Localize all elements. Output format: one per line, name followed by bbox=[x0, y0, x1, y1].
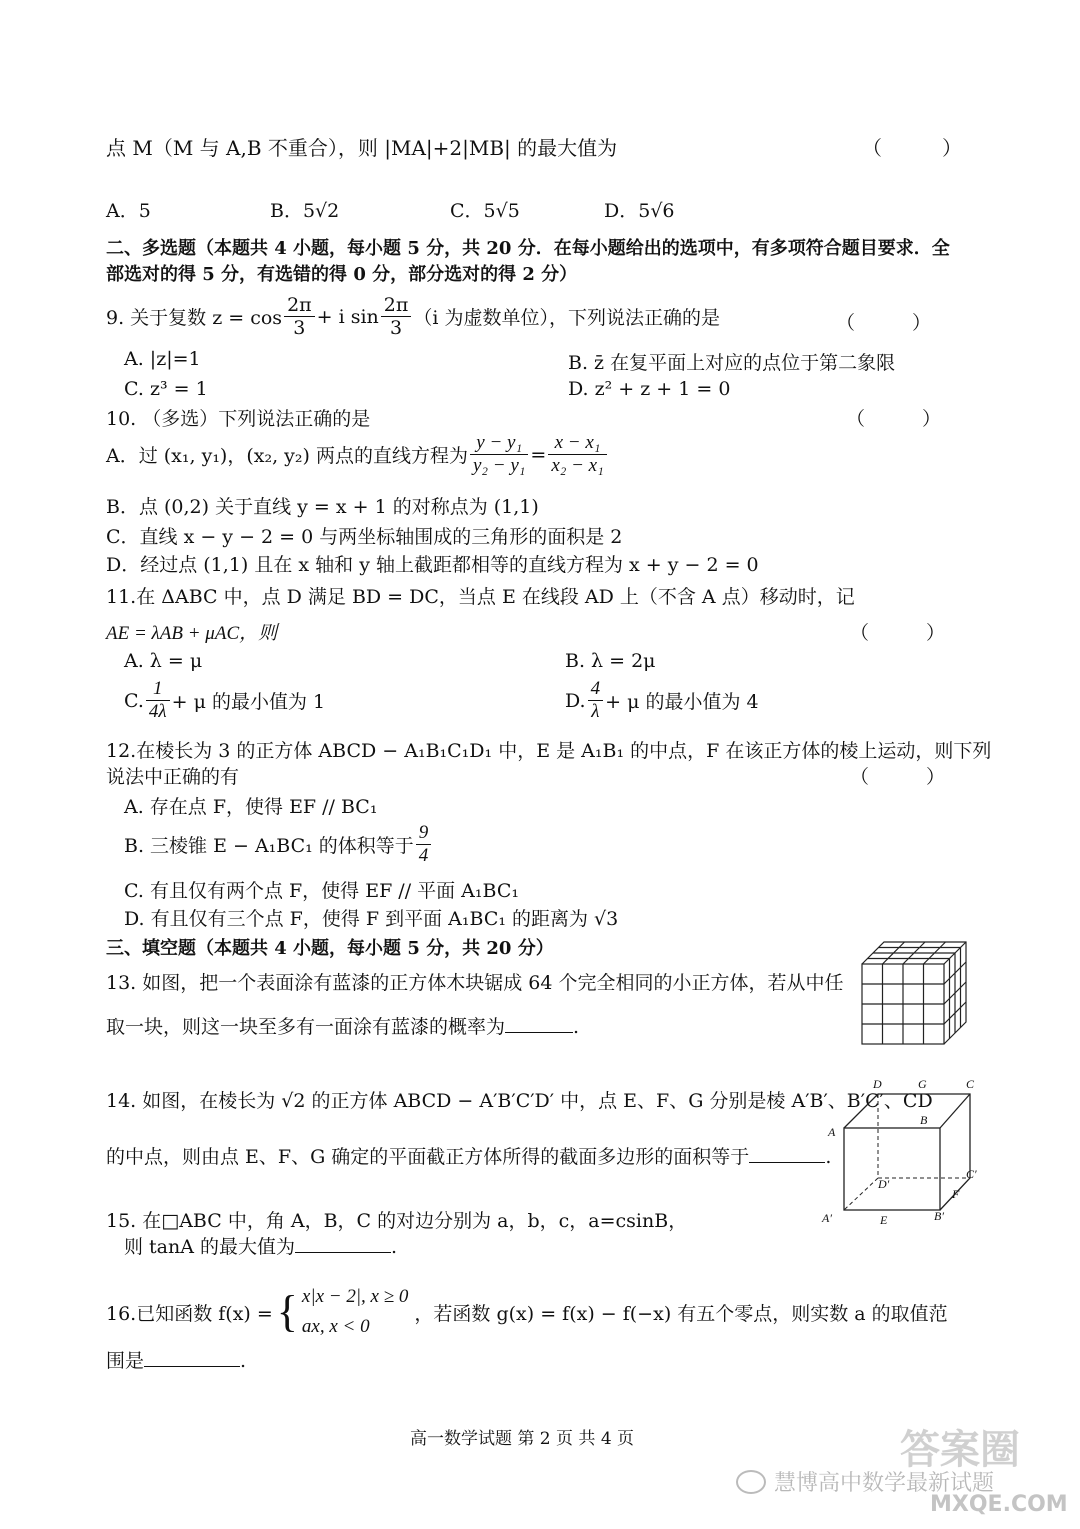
q11-d-num: 4 bbox=[588, 678, 604, 701]
q11-stem-line2: AE = λAB + μAC，则 bbox=[106, 623, 278, 644]
q10-a-f1-den: y₂ − y₁ bbox=[472, 455, 526, 476]
q12-option-b bbox=[124, 822, 433, 867]
q9-frac2-num: 2π bbox=[381, 294, 412, 317]
q10-a-eq: = bbox=[530, 443, 547, 466]
q11-c-den: 4λ bbox=[148, 701, 167, 722]
label-g: G bbox=[918, 1077, 927, 1091]
q8-option-a: A．5 bbox=[106, 200, 151, 222]
q11-d-tail: + μ 的最小值为 4 bbox=[605, 691, 759, 713]
q9-suffix: （i 为虚数单位），下列说法正确的是 bbox=[413, 307, 720, 329]
q11-d-label: D. bbox=[565, 689, 586, 712]
q12-b-prefix: B. 三棱锥 E − A₁BC₁ 的体积等于 bbox=[124, 835, 414, 857]
label-a: A bbox=[828, 1125, 836, 1139]
q15-stem-line1: 15. 在□ABC 中，角 A，B，C 的对边分别为 a，b，c，a=csinB， bbox=[106, 1210, 688, 1232]
label-d-prime: D′ bbox=[878, 1177, 890, 1191]
q12-option-d: D. 有且仅有三个点 F，使得 F 到平面 A₁BC₁ 的距离为 √3 bbox=[124, 908, 619, 930]
q9-option-d: D. z² + z + 1 = 0 bbox=[568, 378, 731, 400]
label-b: B bbox=[920, 1113, 928, 1127]
q9-frac1-num: 2π bbox=[284, 294, 315, 317]
q8-option-c: C．5√5 bbox=[450, 200, 520, 222]
q9-answer-paren: （ ） bbox=[836, 313, 932, 334]
page-footer: 高一数学试题 第 2 页 共 4 页 bbox=[410, 1429, 635, 1449]
q15-answer-blank[interactable] bbox=[295, 1234, 391, 1253]
wechat-watermark-text: 慧博高中数学最新试题 bbox=[774, 1471, 995, 1496]
q10-option-b: B．点 (0,2) 关于直线 y = x + 1 的对称点为 (1,1) bbox=[106, 496, 539, 518]
q13-line2-text: 取一块，则这一块至多有一面涂有蓝漆的概率为 bbox=[106, 1016, 506, 1038]
q10-option-c: C．直线 x − y − 2 = 0 与两坐标轴围成的三角形的面积是 2 bbox=[106, 526, 623, 548]
q14-stem-line1: 14. 如图，在棱长为 √2 的正方体 ABCD − A′B′C′D′ 中，点 E、F、G 分别是棱 A′B′、B′C′、CD bbox=[106, 1090, 933, 1112]
q9-fraction-2 bbox=[381, 294, 412, 339]
q13-end: . bbox=[573, 1016, 580, 1038]
q12-b-den: 4 bbox=[418, 845, 429, 866]
q16-case1: x|x − 2|, x ≥ 0 bbox=[301, 1286, 409, 1307]
q9-prefix: 9. 关于复数 z = cos bbox=[106, 307, 283, 329]
q9-option-c: C. z³ = 1 bbox=[124, 378, 208, 400]
q16-cases bbox=[302, 1282, 409, 1342]
q12-option-c: C. 有且仅有两个点 F，使得 EF // 平面 A₁BC₁ bbox=[124, 880, 519, 902]
q11-c-fraction bbox=[146, 678, 170, 723]
q14-answer-blank[interactable] bbox=[749, 1144, 825, 1163]
labeled-cube-figure bbox=[820, 1072, 990, 1232]
q11-answer-paren: （ ） bbox=[850, 623, 946, 644]
q8-answer-paren: （ ） bbox=[862, 138, 962, 160]
q8-option-b: B．5√2 bbox=[270, 200, 340, 222]
q15-end: . bbox=[391, 1236, 398, 1258]
q11-d-den: λ bbox=[591, 701, 600, 722]
q12-b-num: 9 bbox=[416, 822, 432, 845]
q12-option-a: A. 存在点 F，使得 EF // BC₁ bbox=[124, 796, 378, 818]
q12-stem-line2: 说法中正确的有 bbox=[106, 766, 240, 788]
q14-line2-text: 的中点，则由点 E、F、G 确定的平面截正方体所得的截面多边形的面积等于 bbox=[106, 1146, 750, 1168]
q11-c-num: 1 bbox=[146, 678, 170, 701]
label-a-prime: A′ bbox=[822, 1211, 832, 1225]
section2-header-line1: 二、多选题（本题共 4 小题，每小题 5 分，共 20 分．在每小题给出的选项中，有多项符合题目要求．全 bbox=[106, 238, 950, 259]
q9-frac2-den: 3 bbox=[390, 317, 403, 339]
q10-a-prefix: A．过 (x₁, y₁)，(x₂, y₂) 两点的直线方程为 bbox=[106, 445, 468, 467]
q16-end: . bbox=[240, 1350, 247, 1372]
q10-stem: 10. （多选）下列说法正确的是 bbox=[106, 408, 371, 430]
q8-option-d: D．5√6 bbox=[604, 200, 675, 222]
section2-header-line2: 部选对的得 5 分，有选错的得 0 分，部分选对的得 2 分） bbox=[106, 264, 578, 285]
q10-a-f1-num: y − y₁ bbox=[470, 432, 528, 455]
q10-a-f2-den: x₂ − x₁ bbox=[551, 455, 604, 476]
q10-answer-paren: （ ） bbox=[846, 409, 942, 430]
q16-answer-blank[interactable] bbox=[144, 1348, 240, 1367]
q16-suffix: ，若函数 g(x) = f(x) − f(−x) 有五个零点，则实数 a 的取值范 bbox=[414, 1302, 948, 1325]
q16-prefix: 16.已知函数 f(x) = bbox=[106, 1302, 273, 1325]
section3-header: 三、填空题（本题共 4 小题，每小题 5 分，共 20 分） bbox=[106, 938, 554, 959]
q11-option-d bbox=[565, 678, 759, 723]
q14-end: . bbox=[825, 1146, 832, 1168]
q9-stem bbox=[106, 294, 720, 339]
label-e: E bbox=[880, 1213, 888, 1227]
label-c: C bbox=[966, 1077, 975, 1091]
wechat-icon bbox=[736, 1470, 766, 1494]
q14-stem-line2 bbox=[106, 1142, 831, 1169]
q10-option-a bbox=[106, 432, 609, 477]
q10-a-fraction-1 bbox=[470, 432, 528, 477]
cube-top-right-edge bbox=[940, 1094, 970, 1128]
q9-option-a: A. |z|=1 bbox=[124, 348, 201, 370]
q11-option-b: B. λ = 2μ bbox=[565, 650, 656, 672]
q13-answer-blank[interactable] bbox=[505, 1014, 573, 1033]
q10-option-d: D．经过点 (1,1) 且在 x 轴和 y 轴上截距都相等的直线方程为 x + y − 2 = 0 bbox=[106, 554, 759, 576]
q11-c-tail: + μ 的最小值为 1 bbox=[171, 691, 326, 713]
q9-option-b: B. z̄ 在复平面上对应的点位于第二象限 bbox=[568, 352, 896, 374]
label-d: D bbox=[873, 1077, 882, 1091]
q11-option-c bbox=[124, 678, 325, 723]
cube-front-square bbox=[844, 1128, 940, 1210]
q11-stem-line1: 11.在 ΔABC 中，点 D 满足 BD = DC，当点 E 在线段 AD 上（不含 A 点）移动时，记 bbox=[106, 586, 855, 608]
q11-d-fraction bbox=[588, 678, 604, 723]
q15-stem-line2 bbox=[124, 1232, 397, 1259]
q8-stem-tail: 点 M（M 与 A,B 不重合），则 |MA|+2|MB| 的最大值为 bbox=[106, 136, 618, 160]
q16-case2: ax, x < 0 bbox=[301, 1316, 370, 1337]
brand-watermark: 答案圈 bbox=[900, 1427, 1020, 1473]
q11-c-label: C. bbox=[124, 689, 144, 712]
q10-a-f2-num: x − x₁ bbox=[548, 432, 606, 455]
cube-grid-figure bbox=[858, 940, 970, 1046]
q11-option-a: A. λ = μ bbox=[124, 650, 203, 672]
q9-fraction-1 bbox=[284, 294, 315, 339]
q9-mid: + i sin bbox=[316, 305, 379, 328]
label-c-prime: C′ bbox=[966, 1167, 977, 1181]
q15-line2-text: 则 tanA 的最大值为 bbox=[124, 1236, 296, 1258]
q16-stem-line2 bbox=[106, 1346, 246, 1373]
q12-b-fraction bbox=[416, 822, 432, 867]
q12-answer-paren: （ ） bbox=[850, 767, 946, 788]
q12-stem-line1: 12.在棱长为 3 的正方体 ABCD − A₁B₁C₁D₁ 中，E 是 A₁B₁ 的中点，F 在该正方体的棱上运动，则下列 bbox=[106, 740, 992, 762]
q13-stem-line2 bbox=[106, 1012, 579, 1039]
q13-stem-line1: 13. 如图，把一个表面涂有蓝漆的正方体木块锯成 64 个完全相同的小正方体，若从中任 bbox=[106, 972, 844, 994]
label-f: F bbox=[952, 1187, 960, 1201]
site-watermark: MXQE.COM bbox=[930, 1492, 1068, 1517]
q10-a-fraction-2 bbox=[548, 432, 606, 477]
q16-brace: { bbox=[276, 1287, 298, 1336]
q9-frac1-den: 3 bbox=[293, 317, 306, 339]
label-b-prime: B′ bbox=[934, 1209, 944, 1223]
q16-stem-line1 bbox=[106, 1282, 948, 1342]
q16-line2-text: 围是 bbox=[106, 1350, 145, 1372]
